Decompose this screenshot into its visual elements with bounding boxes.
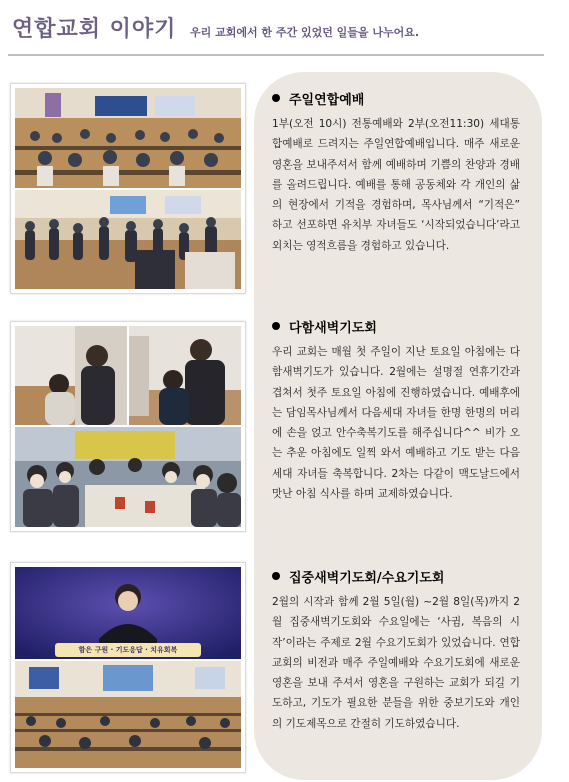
bullet-icon <box>272 572 280 580</box>
photo-breakfast-fellowship <box>15 427 241 527</box>
section-title: 다함새벽기도회 <box>289 320 377 336</box>
section-heading <box>272 566 520 586</box>
bullet-icon <box>272 94 280 102</box>
section-body: 우리 교회는 매월 첫 주일이 지난 토요일 아침에는 다함새벽기도가 있습니다. 2월에는 설명절 연휴기간과 겹쳐서 첫주 토요일 아침에 진행하였습니다. 예배후에는 담임목사님께서 다음세대 자녀들 한명 한명의 머리에 손을 얹고 안수축복기도를 해주십니다^^ 비가 오는 추운 아침에도 일찍 와서 예배하고 기도 받는 다음세대 자녀들 축복합니다. 2차는 다같이 맥도날드에서 맛난 아침 식사를 하며 교제하였습니다. <box>272 346 520 501</box>
section-body: 2월의 시작과 함께 2월 5일(월) ~2월 8일(목)까지 2월 집중새벽기도회와 수요일에는 ‘사귐, 복음의 시작’이라는 주제로 2월 수요기도회가 있었습니다. 연합교회의 비전과 매주 주일예배와 수요기도회에 새로운 영혼을 보내 주셔서 영혼을 구원하는 교회가 되길 기도하고, 기도가 필요한 분들을 위한 중보기도와 개인의 기도제목으로 간절히 기도하였습니다. <box>272 596 520 730</box>
section-heading <box>272 88 520 108</box>
photo-group-worship <box>10 83 246 294</box>
header-divider <box>8 54 544 56</box>
page-header <box>0 0 569 60</box>
section-title: 집중새벽기도회/수요기도회 <box>289 570 445 586</box>
page-subtitle: 우리 교회에서 한 주간 있었던 일들을 나누어요. <box>190 26 420 39</box>
section-dawn-prayer <box>272 316 520 504</box>
photo-group-intensive-prayer <box>10 562 246 773</box>
banner-text: 함은 구원 · 기도응답 · 치유회복 <box>78 646 178 654</box>
page-title: 연합교회 이야기 <box>12 17 177 42</box>
section-title: 주일연합예배 <box>289 92 365 108</box>
section-sunday-worship <box>272 88 520 256</box>
section-body: 1부(오전 10시) 전통예배와 2부(오전11:30) 세대통합예배로 드려지는 주일연합예배입니다. 매주 새로운 영혼을 보내주셔서 함께 예배하며 기쁨의 찬양과 경배를 올려드립니다. 예배를 통해 공동체와 각 개인의 삶의 현장에서 기적을 경험하며, 목사님께서 “기적은” 하고 선포하면 유치부 자녀들도 ‘시작되었습니다’라고 외치는 영적흐름을 경험하고 있습니다. <box>272 118 520 252</box>
photo-worship-standing <box>15 190 241 289</box>
section-heading <box>272 316 520 336</box>
section-intensive-prayer <box>272 566 520 734</box>
photo-pastor-preaching <box>15 567 241 659</box>
photo-wednesday-service <box>15 661 241 768</box>
photo-blessing-child-2 <box>129 326 241 425</box>
photo-group-dawn-prayer <box>10 321 246 532</box>
photo-worship-congregation <box>15 88 241 188</box>
bullet-icon <box>272 322 280 330</box>
photo-blessing-child-1 <box>15 326 127 425</box>
